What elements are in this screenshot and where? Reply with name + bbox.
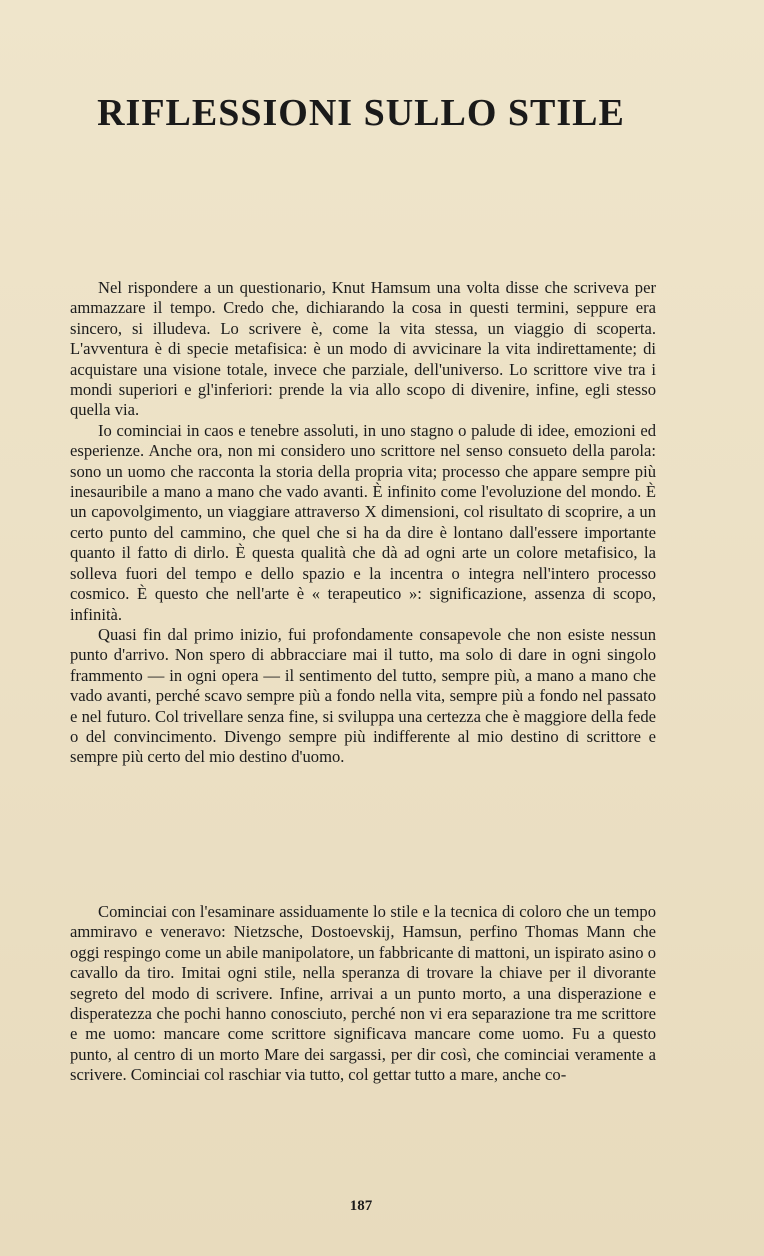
chapter-title: RIFLESSIONI SULLO STILE bbox=[97, 92, 625, 135]
paragraph-2: Io cominciai in caos e tenebre assoluti, in uno stagno o palude di idee, emozioni ed esperienze. Anche ora, non mi considero uno scrittore nel senso consueto della parola: sono un uomo che racconta la storia della propria vita; processo che appare sempre più inesauribile a mano a mano che vado avanti. È infinito come l'evoluzione del mondo. È un capovolgimento, un viaggiare attraverso X dimensioni, col risultato di scoprire, a un certo punto del cammino, che quel che si ha da dire è lontano dall'essere importante quanto il fatto di dirlo. È questa qualità che dà ad ogni arte un colore metafisico, la solleva fuori del tempo e dello spazio e la incentra o integra nell'intero processo cosmico. È questo che nell'arte è « terapeutico »: significazione, assenza di scopo, infinità. bbox=[70, 420, 656, 624]
page-number: 187 bbox=[349, 1198, 373, 1214]
body-section-2 bbox=[70, 902, 656, 1086]
body-section-1 bbox=[70, 278, 656, 768]
paragraph-1: Nel rispondere a un questionario, Knut Hamsum una volta disse che scriveva per ammazzare il tempo. Credo che, dichiarando la cosa in questi termini, seppure era sincero, si illudeva. Lo scrivere è, come la vita stessa, un viaggio di scoperta. L'avventura è di specie metafisica: è un modo di avvicinare la vita indirettamente; di acquistare una visione totale, invece che parziale, dell'universo. Lo scrittore vive tra i mondi superiori e gl'inferiori: prende la via allo scopo di divenire, infine, egli stesso quella via. bbox=[70, 278, 656, 420]
paragraph-3: Quasi fin dal primo inizio, fui profondamente consapevole che non esiste nessun punto d'arrivo. Non spero di abbracciare mai il tutto, ma solo di dare in ogni singolo frammento — in ogni opera — il sentimento del tutto, sempre più, a mano a mano che vado avanti, perché scavo sempre più a fondo nella vita, sempre più a fondo nel passato e nel futuro. Col trivellare senza fine, si sviluppa una certezza che è maggiore della fede o del convincimento. Divengo sempre più indifferente al mio destino di scrittore e sempre più certo del mio destino d'uomo. bbox=[70, 624, 656, 767]
paragraph-4: Cominciai con l'esaminare assiduamente lo stile e la tecnica di coloro che un tempo ammiravo e veneravo: Nietzsche, Dostoevskij, Hamsun, perfino Thomas Mann che oggi respingo come un abile manipolatore, un fabbricante di mattoni, un ispirato asino o cavallo da tiro. Imitai ogni stile, nella speranza di trovare la chiave per il divorante segreto del modo di scrivere. Infine, arrivai a un punto morto, a una disperazione e disperatezza che pochi hanno conosciuto, perché non vi era separazione tra me scrittore e me uomo: mancare come scrittore significava mancare come uomo. Fu a questo punto, al centro di un morto Mare dei sargassi, per dir così, che cominciai veramente a scrivere. Cominciai col raschiar via tutto, col gettar tutto a mare, anche co- bbox=[70, 902, 656, 1085]
